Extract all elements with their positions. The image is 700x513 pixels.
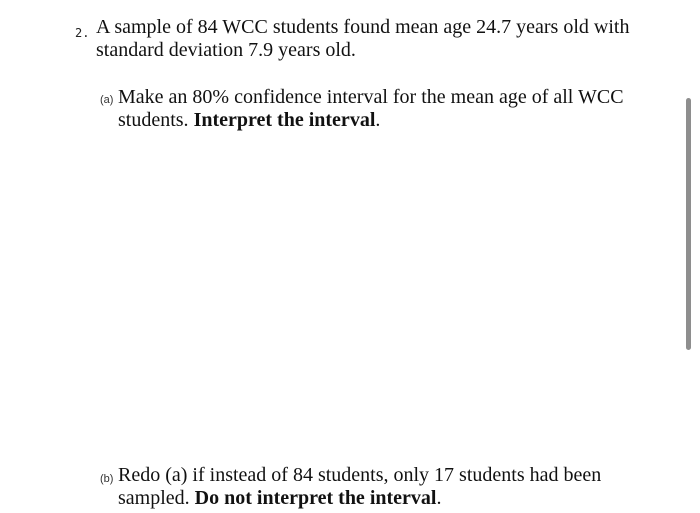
part-b xyxy=(118,464,658,510)
part-b-emphasis: Do not interpret the interval xyxy=(194,487,437,509)
part-a xyxy=(118,86,658,132)
vertical-scrollbar[interactable] xyxy=(686,98,691,350)
problem-number: 2. xyxy=(75,26,90,40)
part-b-text: Redo (a) if instead of 84 students, only 17 students had been sampled. xyxy=(118,464,602,509)
part-b-label: (b) xyxy=(100,473,114,485)
part-a-text: Make an 80% confidence interval for the mean age of all WCC students. xyxy=(118,86,624,131)
part-a-period: . xyxy=(375,109,381,131)
part-a-emphasis: Interpret the interval xyxy=(193,109,376,131)
problem-stem: A sample of 84 WCC students found mean age 24.7 years old with standard deviation 7.9 years old. xyxy=(96,16,630,61)
part-a-label: (a) xyxy=(100,94,114,106)
part-b-period: . xyxy=(436,487,442,509)
